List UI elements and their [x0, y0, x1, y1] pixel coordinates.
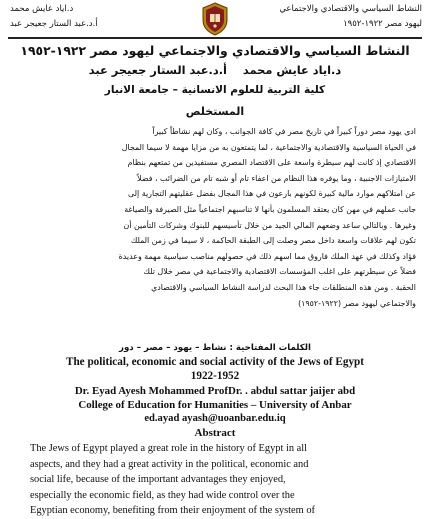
arabic-abstract-line: ادى يهود مصر دوراً كبيراً في تاريخ مصر في كافة الجوانب ، وكان لهم نشاطاً كبيراً: [152, 127, 416, 136]
english-affiliation: College of Education for Humanities – University of Anbar: [78, 399, 352, 411]
arabic-authors: [10, 61, 420, 79]
arabic-abstract-line: عن امتلاكهم موارد مالية كبيرة لكونهم بارعون في هذا المجال بفضل عقليتهم التجارية إلى: [128, 189, 416, 199]
arabic-abstract-line: فؤاد وكذلك في عهد الملك فاروق مما اسهم ذلك في حصولهم مناصب سياسية مهمة وعديدة: [118, 251, 416, 261]
header-authors: [10, 2, 98, 32]
english-abstract-line: Egyptian economy, benefiting from their enjoyment of the system of: [30, 505, 315, 516]
arabic-abstract-line: تكون لهم علاقات واسعة داخل مصر وصلت إلى الطبقة الحاكمة ، لا سيما في زمن الملك: [130, 236, 416, 246]
header-running-title: [279, 2, 422, 32]
arabic-affiliation: كلية التربية للعلوم الانسانية – جامعة الانبار: [104, 84, 326, 96]
arabic-author-2: أ.د.عبد الستار جعيجر عبد: [88, 63, 227, 77]
running-header: [8, 2, 422, 36]
english-abstract-heading: Abstract: [194, 427, 236, 439]
header-author-1: د.اياد عايش محمد: [10, 4, 74, 14]
arabic-abstract-line: والاجتماعي ليهود مصر (١٩٢٢-١٩٥٢): [298, 298, 416, 308]
english-abstract-line: aspects, and they had a great activity in the political, economic and: [30, 458, 309, 470]
arabic-abstract-line: وغيرها . وبالتالي ساعد وضعهم المالي الجيد من خلال تأسيسهم للبنوك وشركات التأمين أن: [123, 220, 416, 230]
arabic-title: النشاط السياسي والاقتصادي والاجتماعي ليهود مصر ١٩٢٢-١٩٥٢: [20, 43, 410, 58]
header-divider: [8, 37, 422, 39]
arabic-abstract-line: الاقتصادي إذ كانت لهم سيطرة واسعة على الاقتصاد المصري مستفيدين من تمتعهم بنظام: [127, 158, 416, 168]
university-logo-icon: [201, 2, 229, 36]
arabic-abstract-line: في الحياة السياسية والاقتصادية والاجتماعية ، لما يتمتعون به من مزايا مهمة لا سيما المجال: [121, 142, 416, 152]
arabic-abstract: [16, 124, 416, 311]
arabic-abstract-line: الحقبة . ومن هذه المنطلقات جاء هذا البحث لدراسة النشاط السياسي والاقتصادي: [151, 282, 416, 292]
english-authors: Dr. Eyad Ayesh Mohammed ProfDr. . abdul sattar jaijer abd: [74, 385, 356, 397]
english-title-line-2: 1922-1952: [190, 370, 240, 382]
english-abstract-line: The Jews of Egypt played a great role in the history of Egypt in all: [30, 443, 308, 454]
header-title-line-1: النشاط السياسي والاقتصادي والاجتماعي: [279, 4, 422, 14]
header-author-2: أ.د.عبد الستار جعيجر عبد: [10, 19, 98, 29]
arabic-author-1: د.اياد عايش محمد: [242, 63, 342, 77]
arabic-abstract-line: الامتيازات الاجنبية ، وما يوفره هذا النظام من اعفاء تام أو شبه تام من الضرائب ، فضلاً: [137, 173, 416, 183]
arabic-abstract-heading: المستخلص: [185, 105, 245, 118]
english-abstract-line: social life, because of the important advantages they enjoyed,: [30, 474, 286, 485]
header-title-line-2: ليهود مصر ١٩٢٢-١٩٥٢: [343, 19, 422, 29]
arabic-abstract-line: جانب عملهم في مهن كان يعتقد المسلمون بأنها لا تناسبهم اجتماعياً مثل الصيرفة والصياغة: [124, 204, 416, 214]
english-abstract-line: especially the economic field, as they had wide control over the: [30, 489, 295, 501]
arabic-abstract-line: فضلاً عن سيطرتهم على اغلب المؤسسات الاقتصادية والاجتماعية في مصر خلال تلك: [143, 267, 416, 277]
english-abstract: [30, 441, 408, 519]
arabic-keywords: الكلمات المفتاحية : نشاط – يهود – مصر – دور: [119, 343, 311, 353]
english-title-line-1: The political, economic and social activity of the Jews of Egypt: [66, 356, 364, 368]
english-email: ed.ayad ayash@uoanbar.edu.iq: [144, 413, 286, 424]
